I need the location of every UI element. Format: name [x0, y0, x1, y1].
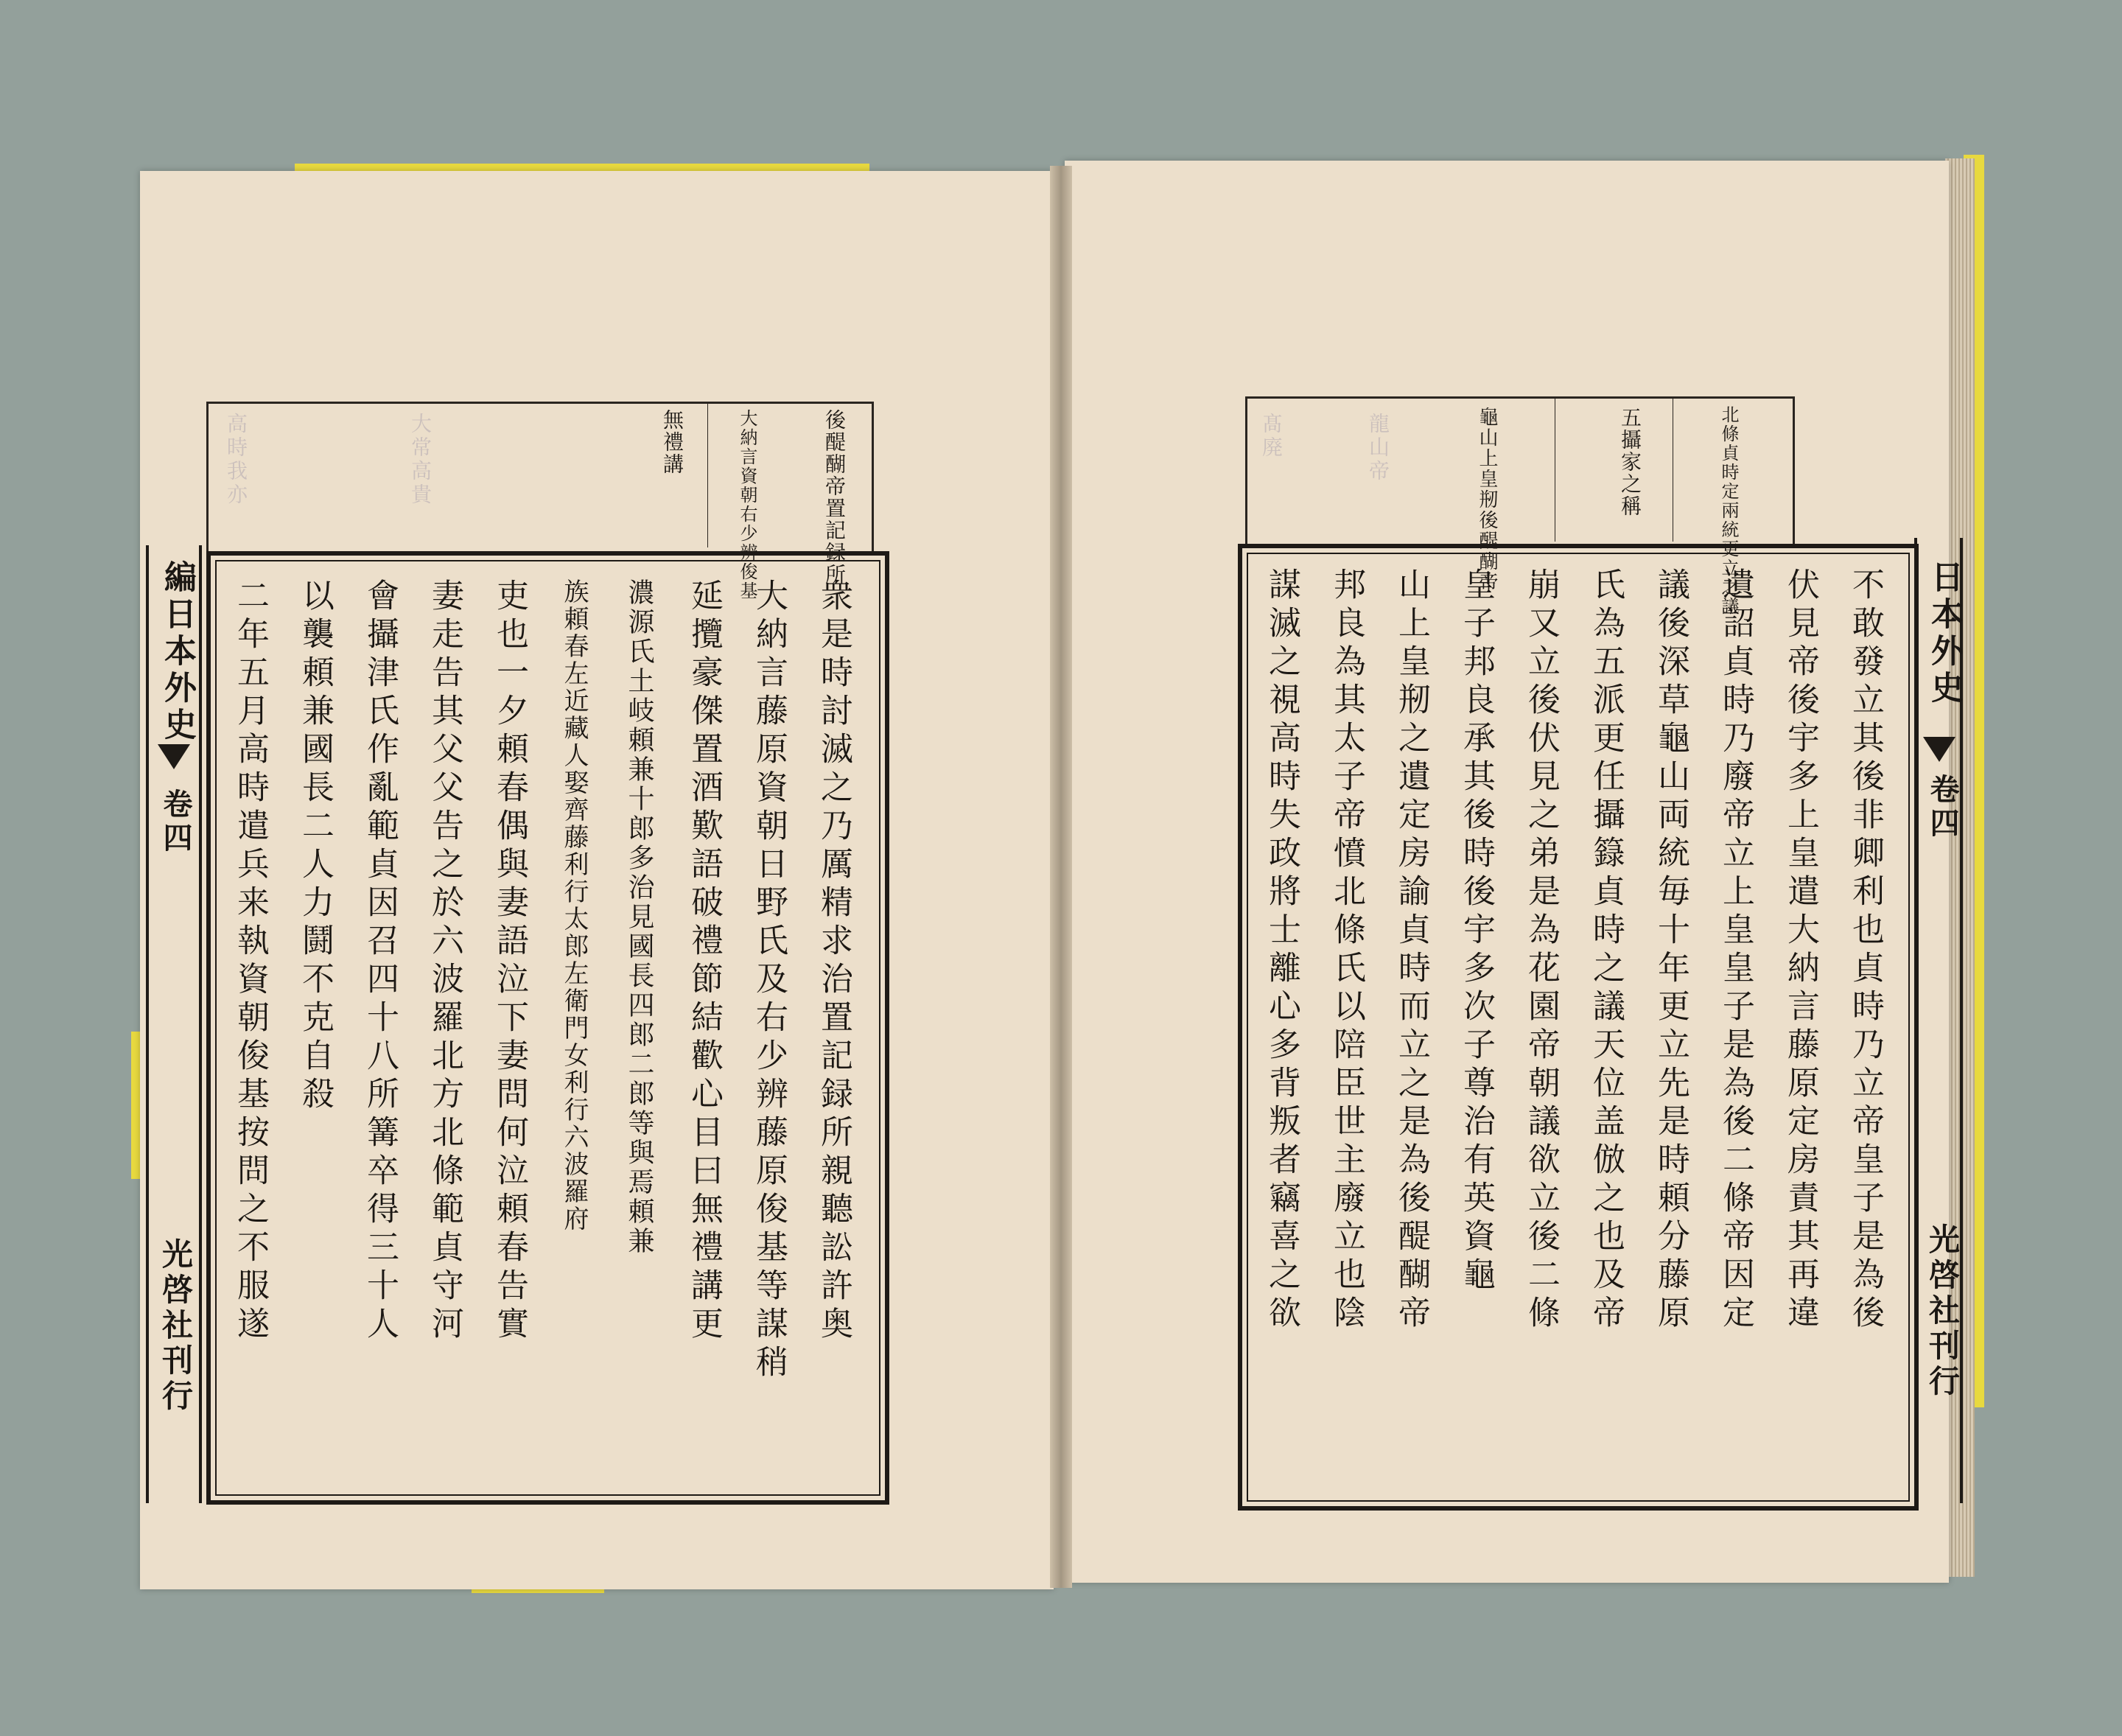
left-margin-title: 編日本外史	[158, 560, 196, 744]
left-ghost-text-1: 高時我亦	[224, 413, 248, 507]
right-margin-title: 日本外史	[1925, 560, 1963, 707]
right-body-col-6: 崩又立後伏見之弟是為花園帝朝議欲立後二條	[1522, 567, 1560, 1334]
left-head-note-box	[206, 402, 874, 601]
right-body-col-7: 皇子邦良承其後時後宇多次子尊治有英資龜	[1457, 567, 1495, 1295]
right-margin-publisher: 光啓社刊行	[1925, 1223, 1961, 1400]
right-head-note-box	[1245, 396, 1795, 616]
left-head-note-2: 大納言資朝右少辨俊基	[737, 409, 757, 601]
left-body-col-6: 吏也一夕頼春偶與妻語泣下妻問何泣頼春告實	[491, 578, 528, 1345]
left-fish-tail-mark	[158, 744, 190, 769]
right-fish-tail-mark	[1923, 737, 1955, 762]
right-margin-rule-inner	[1914, 538, 1917, 1503]
left-head-note-3: 無禮講	[660, 409, 684, 475]
left-body-col-5: 族頼春左近藏人娶齊藤利行太郎左衛門女利行六波羅府	[559, 578, 589, 1233]
left-margin-rule-outer	[146, 545, 149, 1503]
left-head-note-1: 後醍醐帝置記録所	[822, 409, 847, 586]
right-head-note-3: 龜山上皇剏後醍醐帝	[1476, 407, 1498, 592]
right-body-col-8: 山上皇剏之遺定房諭貞時而立之是為後醍醐帝	[1393, 567, 1430, 1334]
left-margin-publisher: 光啓社刊行	[158, 1238, 194, 1415]
left-body-col-8: 會攝津氏作亂範貞因召四十八所篝卒得三十人	[361, 578, 399, 1345]
right-margin-volume: 卷四	[1925, 774, 1960, 841]
left-body-col-9: 以襲頼兼國長二人力鬪不克自殺	[296, 578, 334, 1115]
left-body-col-4: 濃源氏土岐頼兼十郎多治見國長四郎二郎等與焉頼兼	[624, 578, 654, 1256]
right-body-col-3: 遺詔貞時乃廢帝立上皇皇子是為後二條帝因定	[1717, 567, 1754, 1334]
right-body-col-5: 氏為五派更任攝籙貞時之議天位盖倣之也及帝	[1587, 567, 1625, 1334]
right-body-col-9: 邦良為其太子帝憤北條氏以陪臣世主廢立也陰	[1328, 567, 1365, 1334]
left-ghost-text-2: 大常高貴	[408, 413, 433, 507]
left-body-col-7: 妻走告其父父告之於六波羅北方北條範貞守河	[426, 578, 463, 1345]
left-body-col-10: 二年五月高時遣兵来執資朝俊基按問之不服遂	[231, 578, 269, 1345]
right-head-note-1: 北條貞時定兩統更立之議	[1718, 405, 1739, 616]
right-body-col-2: 伏見帝後宇多上皇遣大納言藤原定房責其再違	[1782, 567, 1819, 1334]
right-head-note-2: 五攝家之稱	[1618, 407, 1642, 517]
right-ghost-text-1: 髙廃	[1259, 413, 1284, 460]
left-body-col-2: 大納言藤原資朝日野氏及右少辨藤原俊基等謀稍	[750, 578, 788, 1383]
right-body-col-10: 謀滅之視高時失政將士離心多背叛者竊喜之欲	[1263, 567, 1300, 1334]
left-body-col-3: 延攬豪傑置酒歎語破禮節結歡心目曰無禮講更	[685, 578, 723, 1345]
left-body-col-1: 衆是時討滅之乃厲精求治置記録所親聽訟許奥	[815, 578, 852, 1345]
left-head-rule	[707, 404, 708, 547]
right-body-col-4: 議後深草龜山両統毎十年更立先是時頼分藤原	[1652, 567, 1689, 1334]
right-ghost-text-2: 龍山帝	[1366, 413, 1390, 483]
left-margin-volume: 卷四	[158, 788, 193, 856]
spine	[1050, 166, 1072, 1588]
right-body-col-1: 不敢發立其後非卿利也貞時乃立帝皇子是為後	[1846, 567, 1884, 1334]
